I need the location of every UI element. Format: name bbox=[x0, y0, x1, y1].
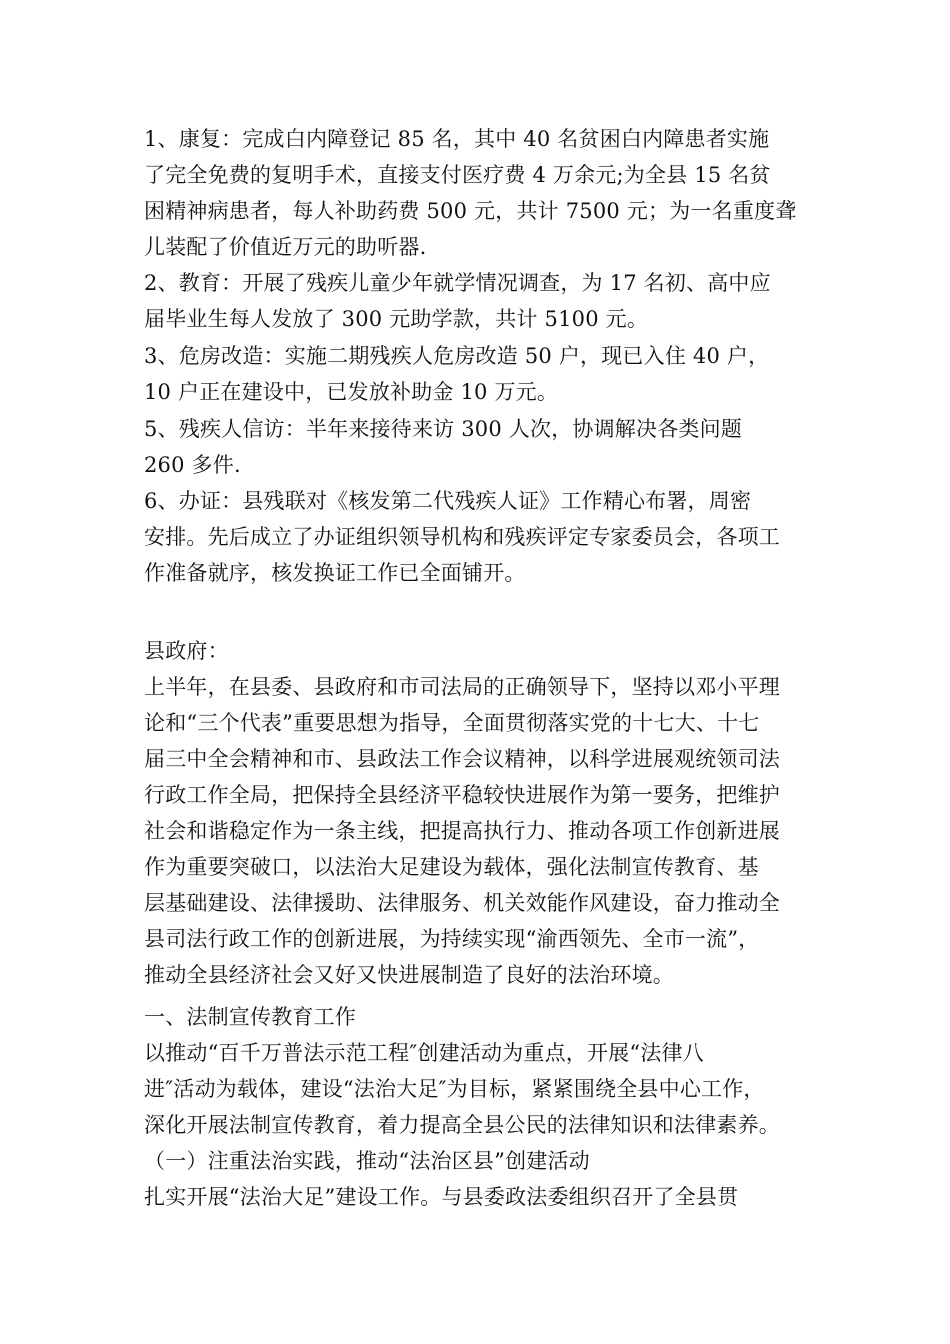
subsection-heading: （一）注重法治实践，推动“法治区县”创建活动 bbox=[144, 1149, 590, 1173]
text-line: 了完全免费的复明手术，直接支付医疗费 4 万余元;为全县 15 名贫 bbox=[144, 163, 771, 187]
text-line: 论和“三个代表”重要思想为指导，全面贯彻落实党的十七大、十七 bbox=[144, 711, 760, 735]
text-line: 6、办证：县残联对《核发第二代残疾人证》工作精心布署，周密 bbox=[144, 489, 752, 513]
text-line: 届毕业生每人发放了 300 元助学款，共计 5100 元。 bbox=[144, 307, 649, 331]
text-line: 10 户正在建设中，已发放补助金 10 万元。 bbox=[144, 380, 559, 404]
text-line: 作为重要突破口，以法治大足建设为载体，强化法制宣传教育、基 bbox=[144, 855, 759, 879]
text-line: 上半年，在县委、县政府和市司法局的正确领导下，坚持以邓小平理 bbox=[144, 675, 780, 699]
text-line: 届三中全会精神和市、县政法工作会议精神，以科学进展观统领司法 bbox=[144, 747, 780, 771]
text-line: 安排。先后成立了办证组织领导机构和残疾评定专家委员会，各项工 bbox=[144, 525, 780, 549]
text-line: 5、残疾人信访：半年来接待来访 300 人次，协调解决各类问题 bbox=[144, 417, 742, 441]
text-line: 扎实开展“法治大足”建设工作。与县委政法委组织召开了全县贯 bbox=[144, 1185, 739, 1209]
text-line: 260 多件. bbox=[144, 453, 241, 477]
text-line: 1、康复：完成白内障登记 85 名，其中 40 名贫困白内障患者实施 bbox=[144, 127, 770, 151]
text-line: 行政工作全局，把保持全县经济平稳较快进展作为第一要务，把维护 bbox=[144, 783, 780, 807]
text-line: 层基础建设、法律援助、法律服务、机关效能作风建设，奋力推动全 bbox=[144, 891, 780, 915]
text-line: 推动全县经济社会又好又快进展制造了良好的法治环境。 bbox=[144, 963, 674, 987]
section-heading: 一、法制宣传教育工作 bbox=[144, 1005, 356, 1029]
text-line: 困精神病患者，每人补助药费 500 元，共计 7500 元；为一名重度聋 bbox=[144, 199, 797, 223]
text-line: 深化开展法制宣传教育，着力提高全县公民的法律知识和法律素养。 bbox=[144, 1113, 780, 1137]
text-line: 3、危房改造：实施二期残疾人危房改造 50 户，现已入住 40 户， bbox=[144, 344, 770, 368]
text-line: 社会和谐稳定作为一条主线，把提高执行力、推动各项工作创新进展 bbox=[144, 819, 780, 843]
text-line: 2、教育：开展了残疾儿童少年就学情况调查，为 17 名初、高中应 bbox=[144, 271, 771, 295]
text-line: 儿装配了价值近万元的助听器. bbox=[144, 235, 427, 259]
text-line: 以推动“百千万普法示范工程″创建活动为重点，开展“法律八 bbox=[144, 1041, 704, 1065]
text-line: 县司法行政工作的创新进展，为持续实现“渝西领先、全市一流”， bbox=[144, 927, 760, 951]
text-line: 进″活动为载体，建设“法治大足″为目标，紧紧围绕全县中心工作， bbox=[144, 1077, 765, 1101]
text-line: 作准备就序，核发换证工作已全面铺开。 bbox=[144, 561, 526, 585]
section-heading: 县政府： bbox=[144, 639, 229, 663]
